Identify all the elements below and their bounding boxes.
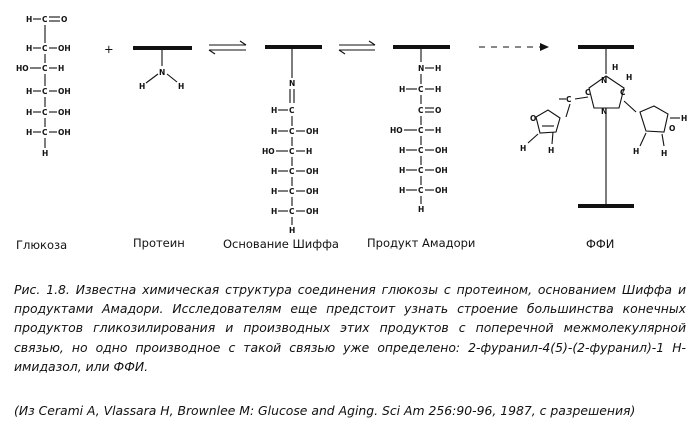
protein-structure xyxy=(133,48,192,91)
schiff-atom-h2: H xyxy=(271,127,278,136)
amadori-atom-h1b: H xyxy=(435,85,442,94)
equilibrium-arrow-1 xyxy=(209,41,246,54)
amadori-atom-h6: H xyxy=(399,186,406,195)
amadori-atom-oh6: OH xyxy=(435,186,448,195)
glucose-atom-c6: C xyxy=(42,128,48,137)
schiff-atom-oh2: OH xyxy=(306,127,319,136)
schiff-atom-c4: C xyxy=(289,167,295,176)
glucose-structure xyxy=(16,15,71,158)
glucose-atom-h2: H xyxy=(26,44,33,53)
label-schiff-base: Основание Шиффа xyxy=(223,237,339,251)
glucose-atom-c3: C xyxy=(42,64,48,73)
glucose-atom-h4: H xyxy=(26,87,33,96)
schiff-atom-c3: C xyxy=(289,147,295,156)
amadori-atom-h1a: H xyxy=(399,85,406,94)
amadori-atom-hn: H xyxy=(435,64,442,73)
ffi-atom-h1: H xyxy=(612,63,619,72)
ffi-atom-h-left1: H xyxy=(548,146,555,155)
schiff-atom-c2: C xyxy=(289,127,295,136)
glucose-atom-oh6: OH xyxy=(58,128,71,137)
label-protein: Протеин xyxy=(133,236,185,250)
schiff-atom-c5: C xyxy=(289,187,295,196)
glucose-atom-c5: C xyxy=(42,108,48,117)
protein-atom-n: N xyxy=(159,68,166,77)
amadori-atom-h5: H xyxy=(399,166,406,175)
protein-atom-h1: H xyxy=(139,82,146,91)
ffi-atom-h-right2: H xyxy=(633,147,640,156)
amadori-atom-c4: C xyxy=(418,146,424,155)
schiff-atom-oh6: OH xyxy=(306,207,319,216)
dashed-arrow xyxy=(479,43,549,51)
schiff-base-structure xyxy=(262,47,322,235)
amadori-atom-n: N xyxy=(418,64,425,73)
amadori-structure xyxy=(390,47,450,214)
ffi-atom-h-right1: H xyxy=(681,114,688,123)
plus-sign: + xyxy=(104,42,114,56)
glucose-atom-oh5: OH xyxy=(58,108,71,117)
glucose-atom-oh2: OH xyxy=(58,44,71,53)
ffi-atom-c2: C xyxy=(585,88,591,97)
amadori-atom-ho3: HO xyxy=(390,126,403,135)
schiff-atom-oh4: OH xyxy=(306,167,319,176)
label-amadori: Продукт Амадори xyxy=(367,236,476,250)
schiff-atom-h7: H xyxy=(289,226,296,235)
schiff-atom-ho3: HO xyxy=(262,147,275,156)
schiff-atom-n: N xyxy=(289,79,296,88)
ffi-atom-n3: N xyxy=(601,107,608,116)
amadori-atom-c6: C xyxy=(418,186,424,195)
amadori-atom-o: O xyxy=(435,106,442,115)
amadori-atom-c2: C xyxy=(418,106,424,115)
ffi-atom-c4: C xyxy=(620,88,626,97)
ffi-atom-h2: H xyxy=(626,73,633,82)
schiff-atom-h5: H xyxy=(271,187,278,196)
glucose-atom-ho3: HO xyxy=(16,64,29,73)
glucose-atom-h: H xyxy=(26,15,33,24)
schiff-atom-c1: C xyxy=(289,106,295,115)
glucose-atom-h5: H xyxy=(26,108,33,117)
schiff-atom-h6: H xyxy=(271,207,278,216)
ffi-atom-co: C xyxy=(566,95,572,104)
glucose-atom-h7: H xyxy=(42,149,49,158)
glucose-atom-c1: C xyxy=(42,15,48,24)
ffi-atom-o-right: O xyxy=(669,124,676,133)
protein-atom-h2: H xyxy=(178,82,185,91)
figure-credit: (Из Cerami A, Vlassara H, Brownlee M: Glucose and Aging. Sci Am 256:90-96, 1987, с разрешения) xyxy=(14,403,636,418)
ffi-atom-n1: N xyxy=(601,76,608,85)
amadori-atom-oh4: OH xyxy=(435,146,448,155)
glucose-atom-c4: C xyxy=(42,87,48,96)
schiff-atom-oh5: OH xyxy=(306,187,319,196)
schiff-atom-h4: H xyxy=(271,167,278,176)
glucose-atom-h3: H xyxy=(58,64,65,73)
equilibrium-arrow-2 xyxy=(339,41,375,54)
ffi-structure xyxy=(520,47,687,206)
glucose-atom-o: O xyxy=(61,15,68,24)
amadori-atom-oh5: OH xyxy=(435,166,448,175)
schiff-atom-c6: C xyxy=(289,207,295,216)
schiff-atom-h3: H xyxy=(306,147,313,156)
amadori-atom-h4: H xyxy=(399,146,406,155)
amadori-atom-c3: C xyxy=(418,126,424,135)
ffi-atom-h-left2: H xyxy=(520,144,527,153)
label-glucose: Глюкоза xyxy=(16,238,68,252)
figure-caption: Рис. 1.8. Известна химическая структура соединения глюкозы с протеином, основанием Шиффа и продуктами Амадори. Исследователям еще предстоит узнать строение большинства конечных продуктов гликозилирования и производных этих продуктов с поперечной межмолекулярной связью, но одно производное с такой связью уже определено: 2-фуранил-4(5)-(2-фуранил)-1 Н-имидазол, или ФФИ. xyxy=(14,282,686,374)
amadori-atom-c1: C xyxy=(418,85,424,94)
glucose-atom-h6: H xyxy=(26,128,33,137)
ffi-atom-h-right3: H xyxy=(661,149,668,158)
amadori-atom-h3: H xyxy=(435,126,442,135)
schiff-atom-h1: H xyxy=(271,106,278,115)
glucose-atom-c2: C xyxy=(42,44,48,53)
amadori-atom-c5: C xyxy=(418,166,424,175)
ffi-atom-o-left: O xyxy=(530,114,537,123)
glucose-atom-oh4: OH xyxy=(58,87,71,96)
label-ffi: ФФИ xyxy=(586,237,615,251)
amadori-atom-h7: H xyxy=(418,205,425,214)
